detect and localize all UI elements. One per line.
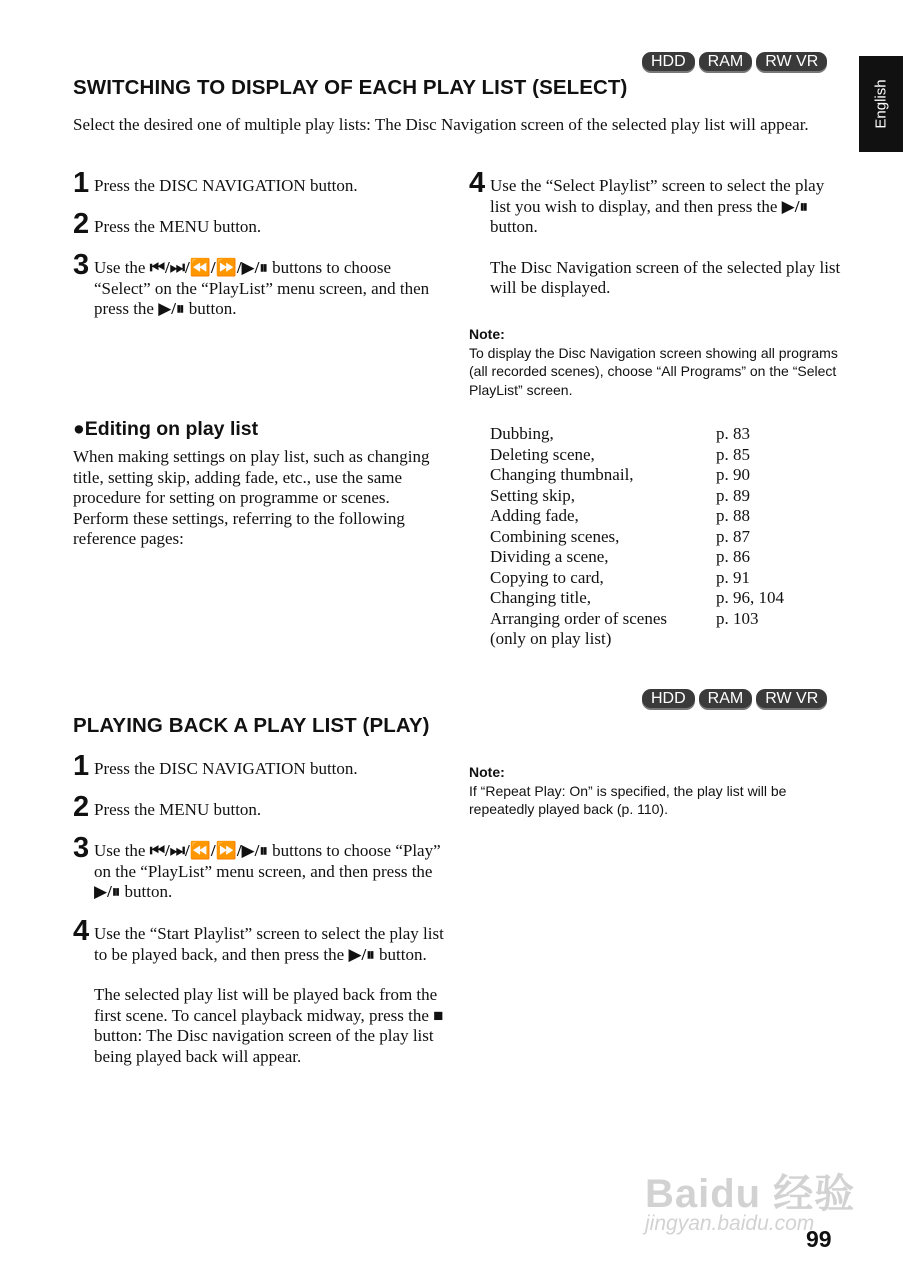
step-text-part: The selected play list will be played back from the first scene. To cancel playback midway, press the: [94, 985, 438, 1025]
list-item: [490, 424, 830, 445]
list-item: [490, 629, 830, 650]
play-step-2: [73, 791, 445, 823]
step-text: Press the MENU button.: [94, 800, 262, 819]
select-note: [469, 325, 841, 399]
step-number: 1: [73, 750, 90, 782]
transport-buttons-icon: ⏮/⏭/⏪/⏩/▶/⏸: [149, 258, 268, 277]
editing-title: Editing on play list: [84, 418, 259, 440]
list-item: [490, 568, 830, 589]
badge-ram: RAM: [699, 52, 753, 71]
step-text-part: button.: [124, 882, 173, 901]
select-step-1: [73, 167, 443, 199]
transport-buttons-icon: ⏮/⏭/⏪/⏩/▶/⏸: [149, 841, 268, 860]
ref-page: p. 96, 104: [716, 588, 784, 607]
badge-rwvr: RW VR: [756, 52, 827, 71]
ref-page: p. 87: [716, 526, 750, 546]
section-title-play: PLAYING BACK A PLAY LIST (PLAY): [73, 714, 430, 737]
note-text: If “Repeat Play: On” is specified, the play list will be repeatedly played back (p. 110).: [469, 782, 787, 817]
step-text-part: buttons to choose “Select” on the “PlayList” menu screen, and then press the: [94, 258, 430, 318]
step-text-part: button: The Disc navigation screen of the play list being played back will appear.: [94, 1026, 434, 1066]
reference-list: [490, 424, 830, 650]
play-step-4: [73, 915, 445, 1067]
play-pause-icon: ▶/⏸: [158, 299, 185, 318]
step-number: 4: [469, 167, 486, 199]
play-pause-icon: ▶/⏸: [94, 882, 121, 901]
section-title-select: SWITCHING TO DISPLAY OF EACH PLAY LIST (SELECT): [73, 76, 628, 99]
section-intro: Select the desired one of multiple play lists: The Disc Navigation screen of the selected play list will appear.: [73, 115, 809, 134]
ref-name: Changing title,: [490, 588, 592, 607]
ref-page: p. 86: [716, 547, 750, 566]
list-item: [490, 588, 830, 609]
ref-page: p. 103: [716, 608, 759, 628]
step-number: 4: [73, 915, 90, 947]
ref-page: p. 89: [716, 485, 750, 505]
step-number: 3: [73, 832, 90, 864]
watermark-url: jingyan.baidu.com: [645, 1212, 815, 1235]
ref-name: Copying to card,: [490, 567, 604, 587]
play-step-1: [73, 750, 445, 782]
badge-ram: RAM: [699, 689, 753, 708]
step-text-part: button.: [188, 299, 237, 318]
note-label: Note:: [469, 326, 505, 342]
play-pause-icon: ▶/⏸: [348, 944, 375, 964]
step-text: Press the DISC NAVIGATION button.: [94, 176, 358, 195]
play-step-3: [73, 832, 445, 903]
ref-page: p. 90: [716, 465, 750, 484]
note-text: To display the Disc Navigation screen showing all programs (all recorded scenes), choose “All Programs” on the “Select PlayList” screen.: [469, 344, 838, 398]
list-item: [490, 445, 830, 466]
step-number: 1: [73, 167, 90, 199]
step-text-part: buttons to choose “Play” on the “PlayList” menu screen, and then press the: [94, 841, 441, 881]
ref-name: Dubbing,: [490, 424, 554, 443]
ref-page: p. 88: [716, 506, 750, 525]
list-item: [490, 547, 830, 568]
step-result: The Disc Navigation screen of the selected play list will be displayed.: [490, 257, 841, 297]
step-text: [94, 258, 443, 320]
ref-page: p. 83: [716, 424, 750, 443]
ref-name: Arranging order of scenes: [490, 608, 668, 628]
ref-name: Setting skip,: [490, 485, 576, 505]
badge-rwvr: RW VR: [756, 689, 827, 708]
step-text: Press the MENU button.: [94, 217, 262, 236]
step-text-part: Use the “Start Playlist” screen to select the play list to be played back, and then press the: [94, 924, 444, 964]
ref-page: p. 91: [716, 567, 750, 587]
language-tab-label: English: [872, 79, 890, 129]
play-note: [469, 763, 841, 819]
bullet-icon: ●: [73, 418, 85, 440]
step-text: [94, 841, 445, 903]
ref-name: Deleting scene,: [490, 444, 595, 464]
ref-name: (only on play list): [490, 629, 612, 648]
ref-page: p. 85: [716, 444, 750, 464]
editing-heading: [73, 418, 258, 441]
step-text-part: button.: [379, 944, 427, 964]
watermark-logo: Baidu 经验: [645, 1172, 856, 1216]
list-item: [490, 486, 830, 507]
media-badges-play: [642, 689, 827, 708]
list-item: [490, 609, 830, 630]
list-item: [490, 527, 830, 548]
badge-hdd: HDD: [642, 689, 695, 708]
ref-name: Dividing a scene,: [490, 547, 609, 566]
select-step-2: [73, 208, 443, 240]
step-text: Press the DISC NAVIGATION button.: [94, 759, 358, 778]
list-item: [490, 465, 830, 486]
language-tab: [859, 56, 903, 152]
step-result: [94, 985, 445, 1067]
list-item: [490, 506, 830, 527]
step-text-part: button.: [490, 217, 538, 236]
step-text: [94, 924, 445, 965]
media-badges: [642, 52, 827, 71]
badge-hdd: HDD: [642, 52, 695, 71]
select-step-4: [469, 167, 841, 299]
step-text-part: Use the: [94, 841, 146, 860]
step-text-part: Use the: [94, 258, 146, 277]
page-number: 99: [806, 1226, 832, 1252]
step-number: 2: [73, 208, 90, 240]
stop-icon: ■: [433, 1005, 444, 1025]
step-number: 3: [73, 249, 90, 281]
ref-name: Adding fade,: [490, 506, 579, 525]
ref-name: Combining scenes,: [490, 526, 620, 546]
step-number: 2: [73, 791, 90, 823]
step-text: [490, 176, 841, 238]
play-pause-icon: ▶/⏸: [781, 196, 808, 216]
ref-name: Changing thumbnail,: [490, 465, 634, 484]
select-step-3: [73, 249, 443, 320]
note-label: Note:: [469, 764, 505, 780]
editing-text: When making settings on play list, such as changing title, setting skip, adding fade, etc., use the same procedure for setting on programme or scenes. Perform these settings, referring to the following reference pages:: [73, 447, 430, 548]
step-text-part: Use the “Select Playlist” screen to select the play list you wish to display, and then press the: [490, 176, 825, 216]
